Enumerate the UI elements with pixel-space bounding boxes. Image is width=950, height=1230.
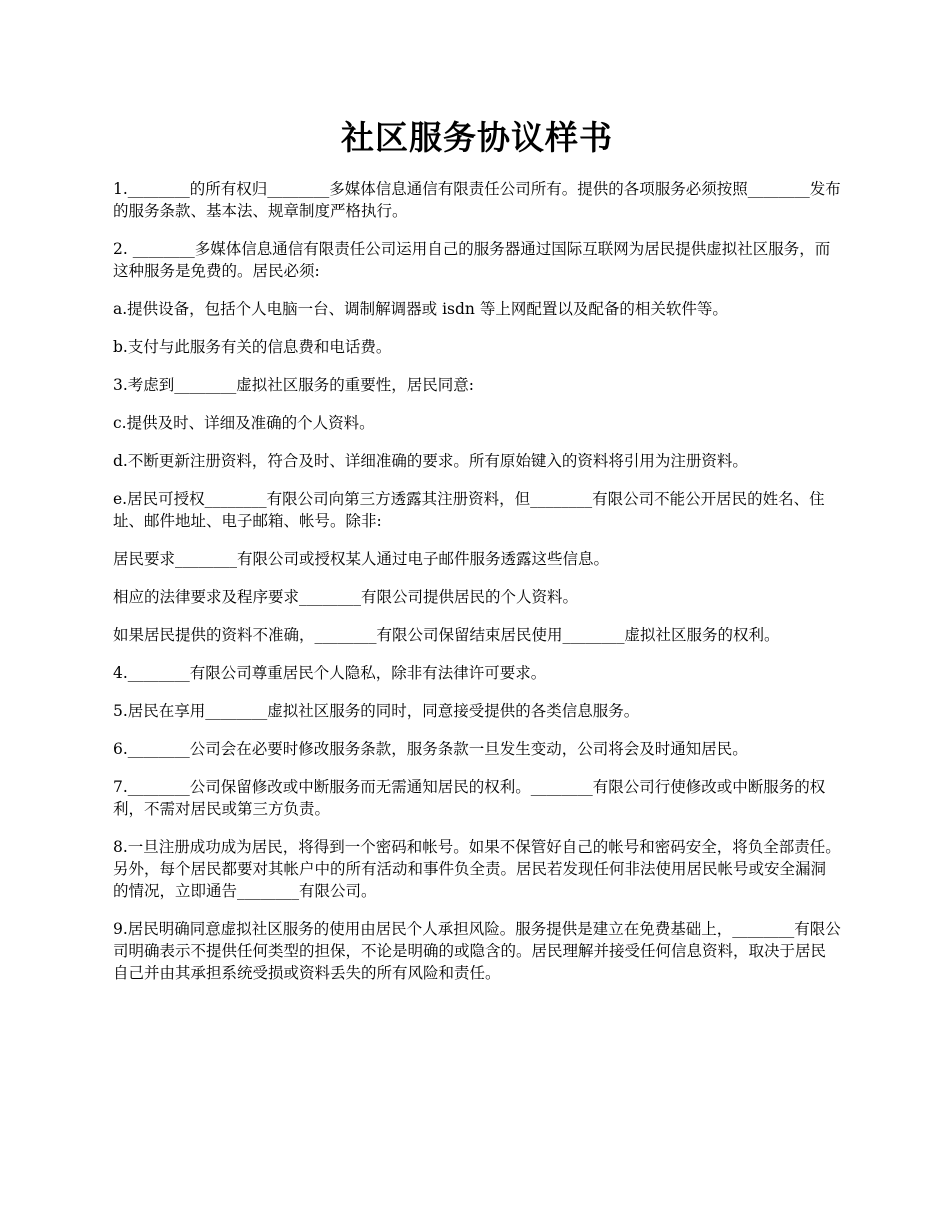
clause-6: 6.________公司会在必要时修改服务条款，服务条款一旦发生变动，公司将会及时通知居民。 <box>113 740 748 758</box>
clause-3e: e.居民可授权________有限公司向第三方透露其注册资料，但________有限公司不能公开居民的姓名、住址、邮件地址、电子邮箱、帐号。除非: <box>113 490 825 530</box>
clause-1: 1.________的所有权归________多媒体信息通信有限责任公司所有。提供的各项服务必须按照________发布的服务条款、基本法、规章制度严格执行。 <box>113 180 841 220</box>
clause-7: 7.________公司保留修改或中断服务而无需通知居民的权利。________有限公司行使修改或中断服务的权利，不需对居民或第三方负责。 <box>113 778 826 818</box>
document-page <box>113 0 841 1000</box>
clause-2b: b.支付与此服务有关的信息费和电话费。 <box>113 338 392 356</box>
document-title: 社区服务协议样书 <box>341 118 613 157</box>
clause-3e-exception-1: 居民要求________有限公司或授权某人通过电子邮件服务透露这些信息。 <box>113 550 610 568</box>
clause-3e-exception-2: 相应的法律要求及程序要求________有限公司提供居民的个人资料。 <box>113 588 579 606</box>
clause-8: 8.一旦注册成功成为居民，将得到一个密码和帐号。如果不保管好自己的帐号和密码安全，将负全部责任。另外，每个居民都要对其帐户中的所有活动和事件负全责。居民若发现任何非法使用居民帐号或安全漏洞的情况，立即通告________有限公司。 <box>113 838 841 900</box>
clause-9: 9.居民明确同意虚拟社区服务的使用由居民个人承担风险。服务提供是建立在免费基础上，________有限公司明确表示不提供任何类型的担保，不论是明确的或隐含的。居民理解并接受任何信息资料，取决于居民自己并由其承担系统受损或资料丢失的所有风险和责任。 <box>113 920 841 982</box>
clause-4: 4.________有限公司尊重居民个人隐私，除非有法律许可要求。 <box>113 664 547 682</box>
clause-2a: a.提供设备，包括个人电脑一台、调制解调器或 isdn 等上网配置以及配备的相关软件等。 <box>113 300 728 318</box>
clause-3: 3.考虑到________虚拟社区服务的重要性，居民同意: <box>113 376 475 394</box>
clause-2: 2. ________多媒体信息通信有限责任公司运用自己的服务器通过国际互联网为居民提供虚拟社区服务，而这种服务是免费的。居民必须: <box>113 240 831 280</box>
clause-5: 5.居民在享用________虚拟社区服务的同时，同意接受提供的各类信息服务。 <box>113 702 640 720</box>
clause-3d: d.不断更新注册资料，符合及时、详细准确的要求。所有原始键入的资料将引用为注册资料。 <box>113 452 748 470</box>
document-body <box>113 178 841 984</box>
clause-3-inaccurate-data: 如果居民提供的资料不准确，________有限公司保留结束居民使用________虚拟社区服务的权利。 <box>113 626 780 644</box>
clause-3c: c.提供及时、详细及准确的个人资料。 <box>113 414 375 432</box>
